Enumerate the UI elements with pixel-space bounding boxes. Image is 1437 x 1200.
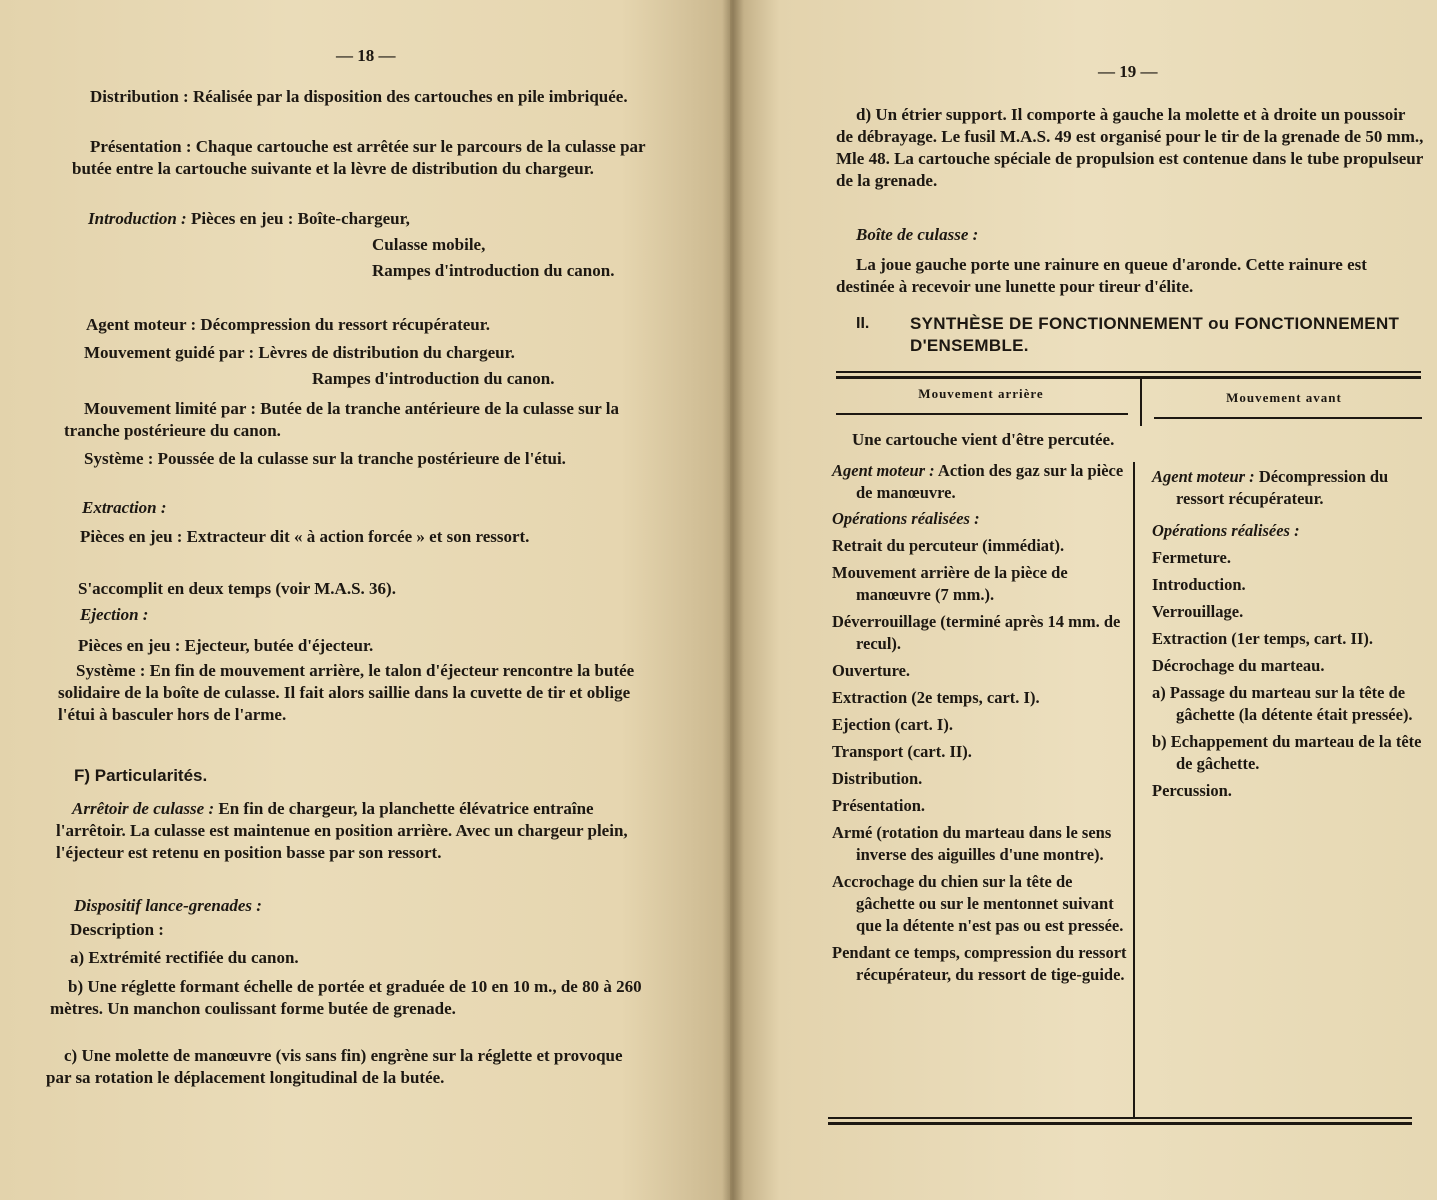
mouvement-guide-line1: Mouvement guidé par : Lèvres de distribution du chargeur. [84,343,515,362]
section-title: SYNTHÈSE DE FONCTIONNEMENT ou FONCTIONNEMENT D'ENSEMBLE. [910,314,1400,355]
column-mouvement-avant [1152,466,1424,807]
distribution-text: Réalisée par la disposition des cartouches en pile imbriquée. [192,87,628,106]
list-item: Mouvement arrière de la pièce de manœuvre (7 mm.). [832,563,1068,604]
agent-label-arriere: Agent moteur : [832,461,935,480]
list-item: Ejection (cart. I). [832,715,953,734]
arretoir-paragraph [56,798,646,864]
page-number-left: — 18 — [336,46,396,65]
item-c-text: c) Une molette de manœuvre (vis sans fin) engrène sur la réglette et provoque par sa rotation le déplacement longitudinal de la butée. [46,1046,623,1087]
presentation-text: Chaque cartouche est arrêtée sur le parcours de la culasse par butée entre la cartouche suivante et la lèvre de distribution du chargeur. [72,137,646,178]
list-item: Ouverture. [832,661,911,680]
arretoir-text: En fin de chargeur, la planchette élévatrice entraîne l'arrêtoir. La culasse est maintenue en position arrière. Avec un chargeur plein, l'éjecteur est retenu en position basse par son ressort. [56,799,628,862]
item-b-paragraph [50,976,642,1020]
header-mouvement-avant: Mouvement avant [1226,390,1342,405]
item-d-paragraph [836,104,1426,192]
arretoir-label: Arrêtoir de culasse : [72,799,215,818]
extraction-label: Extraction : [82,498,167,517]
list-item: Armé (rotation du marteau dans le sens inverse des aiguilles d'une montre). [832,823,1112,864]
agent-text-avant: Décompression du ressort récupérateur. [1176,467,1389,508]
table-intro: Une cartouche vient d'être percutée. [852,430,1115,449]
table-bottom-rule-2 [828,1122,1412,1125]
list-item: Présentation. [832,796,926,815]
list-item: b) Echappement du marteau de la tête de gâchette. [1152,732,1422,773]
item-d-text: d) Un étrier support. Il comporte à gauche la molette et à droite un poussoir de débrayage. Le fusil M.A.S. 49 est organisé pour le tir de la grenade de 50 mm., Mle 48. La cartouche spéciale de propulsion est contenue dans le tube propulseur de la grenade. [836,105,1424,190]
right-page [730,0,1437,1200]
boite-culasse-text: La joue gauche porte une rainure en queue d'aronde. Cette rainure est destinée à recevoir une lunette pour tireur d'élite. [836,255,1367,296]
list-item: Déverrouillage (terminé après 14 mm. de recul). [832,612,1121,653]
introduction-line3: Rampes d'introduction du canon. [372,261,615,280]
list-item: Percussion. [1152,781,1232,800]
list-item: Fermeture. [1152,548,1231,567]
distribution-label: Distribution : [90,87,189,106]
list-item: Transport (cart. II). [832,742,972,761]
list-item: Accrochage du chien sur la tête de gâchette ou sur le mentonnet suivant que la détente n'est pas ou est pressée. [832,872,1124,935]
header-mouvement-arriere: Mouvement arrière [918,386,1044,401]
mouvement-limite-paragraph [64,398,658,442]
presentation-paragraph [72,136,662,180]
list-item: Pendant ce temps, compression du ressort récupérateur, du ressort de tige-guide. [832,943,1127,984]
ejection-label: Ejection : [80,605,149,624]
mouvement-guide-block [84,342,660,390]
systeme-2-text: Système : En fin de mouvement arrière, le talon d'éjecteur rencontre la butée solidaire de la boîte de culasse. Il fait alors saillie dans la cuvette de tir et oblige l'étui à basculer hors de l'arme. [58,661,635,724]
section-number: II. [856,315,870,332]
mouvement-guide-line2: Rampes d'introduction du canon. [312,369,555,388]
ejection-pieces: Pièces en jeu : Ejecteur, butée d'éjecteur. [78,636,374,655]
header-rule-left [836,413,1128,415]
agent-label-avant: Agent moteur : [1152,467,1255,486]
item-c-paragraph [46,1045,638,1089]
list-item: Extraction (1er temps, cart. II). [1152,629,1374,648]
boite-culasse-label: Boîte de culasse : [856,225,979,244]
extraction-temps: S'accomplit en deux temps (voir M.A.S. 36). [78,579,396,598]
introduction-block [88,208,658,282]
list-item: Retrait du percuteur (immédiat). [832,536,1065,555]
item-a: a) Extrémité rectifiée du canon. [70,948,299,967]
list-item: a) Passage du marteau sur la tête de gâchette (la détente était pressée). [1152,683,1413,724]
description-label: Description : [70,920,164,939]
distribution-paragraph [72,86,662,108]
systeme-1-text: Système : Poussée de la culasse sur la tranche postérieure de l'étui. [84,449,566,468]
ops-label-avant: Opérations réalisées : [1152,521,1300,540]
column-divider [1133,462,1135,1117]
table-top-rule [836,371,1421,373]
book-gutter [722,0,744,1200]
list-item: Décrochage du marteau. [1152,656,1325,675]
mouvement-limite-text: Mouvement limité par : Butée de la tranche antérieure de la culasse sur la tranche postérieure du canon. [64,399,619,440]
list-item: Verrouillage. [1152,602,1244,621]
item-b-text: b) Une réglette formant échelle de portée et graduée de 10 en 10 m., de 80 à 260 mètres. Un manchon coulissant forme butée de grenade. [50,977,642,1018]
header-divider [1140,378,1142,426]
extraction-pieces-paragraph [62,526,656,548]
systeme-2-paragraph [58,660,650,726]
particularites-heading: F) Particularités. [74,766,208,785]
introduction-line2: Culasse mobile, [372,235,486,254]
boite-culasse-paragraph [836,254,1426,298]
systeme-1-paragraph [64,448,658,470]
ops-label-arriere: Opérations réalisées : [832,509,980,528]
table-bottom-rule [828,1117,1412,1119]
introduction-label: Introduction : [88,209,187,228]
agent-moteur-line: Agent moteur : Décompression du ressort récupérateur. [86,315,490,334]
column-mouvement-arriere [832,460,1128,991]
agent-text-arriere: Action des gaz sur la pièce de manœuvre. [856,461,1124,502]
list-item: Distribution. [832,769,923,788]
extraction-pieces-text: Pièces en jeu : Extracteur dit « à action forcée » et son ressort. [80,527,530,546]
header-rule-right [1154,417,1422,419]
page-number-right: — 19 — [1098,62,1158,81]
table-top-rule-2 [836,376,1421,379]
list-item: Introduction. [1152,575,1246,594]
list-item: Extraction (2e temps, cart. I). [832,688,1040,707]
introduction-line1: Pièces en jeu : Boîte-chargeur, [190,209,410,228]
presentation-label: Présentation : [90,137,192,156]
dispositif-label: Dispositif lance-grenades : [74,896,262,915]
